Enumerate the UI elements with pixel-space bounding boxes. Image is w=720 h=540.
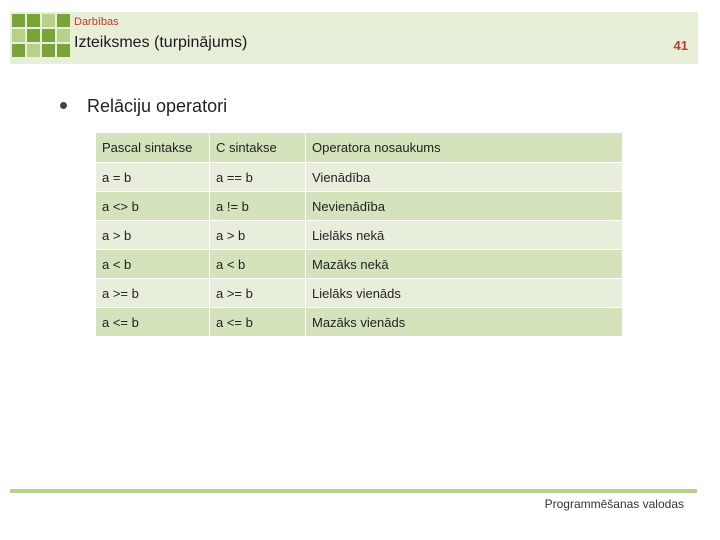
table-cell: a > b — [210, 221, 306, 250]
table-cell: Mazāks nekā — [306, 250, 623, 279]
table-header-row — [96, 133, 623, 163]
table-header-cell: Operatora nosaukums — [306, 133, 623, 163]
table-cell: a <= b — [96, 308, 210, 337]
table-cell: Lielāks nekā — [306, 221, 623, 250]
table-cell: a < b — [210, 250, 306, 279]
table-row — [96, 308, 623, 337]
table-cell: a <> b — [96, 192, 210, 221]
table-row — [96, 279, 623, 308]
table-cell: Lielāks vienāds — [306, 279, 623, 308]
footer-divider — [10, 489, 540, 493]
table-cell: Nevienādība — [306, 192, 623, 221]
table-cell: a > b — [96, 221, 210, 250]
table-cell: a <= b — [210, 308, 306, 337]
section-label: Darbības — [74, 16, 119, 28]
operators-table — [95, 132, 623, 337]
table-cell: a >= b — [210, 279, 306, 308]
slide-header — [10, 12, 698, 64]
table-header-cell: C sintakse — [210, 133, 306, 163]
table-row — [96, 163, 623, 192]
table-cell: a = b — [96, 163, 210, 192]
table-cell: Vienādība — [306, 163, 623, 192]
table-cell: a >= b — [96, 279, 210, 308]
table-cell: a == b — [210, 163, 306, 192]
table-cell: a != b — [210, 192, 306, 221]
table-cell: Mazāks vienāds — [306, 308, 623, 337]
slide-title: Izteiksmes (turpinājums) — [74, 34, 248, 51]
table-header-cell: Pascal sintakse — [96, 133, 210, 163]
bullet-text: Relāciju operatori — [87, 96, 228, 116]
logo-grid-icon — [12, 14, 72, 62]
table-row — [96, 192, 623, 221]
table-row — [96, 221, 623, 250]
table-row — [96, 250, 623, 279]
table-cell: a < b — [96, 250, 210, 279]
bullet-dot-icon — [60, 102, 67, 109]
bullet-item — [60, 96, 227, 117]
footer-label: Programmēšanas valodas — [544, 497, 684, 511]
page-number: 41 — [673, 38, 688, 53]
footer-divider-accent — [540, 489, 697, 493]
